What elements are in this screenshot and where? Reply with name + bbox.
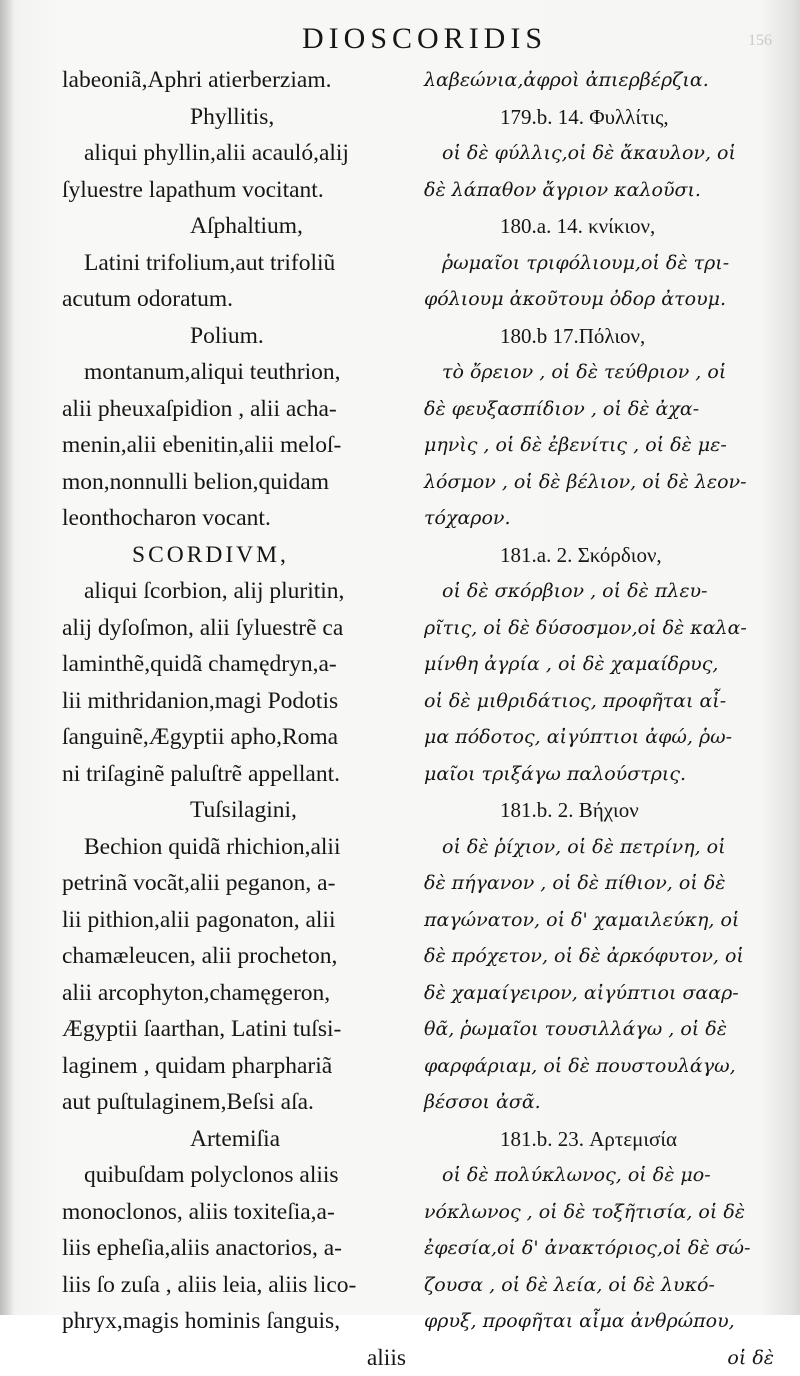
greek-text-line: μίνθη ἀγρία , οἱ δὲ χαμαίδρυς,: [424, 646, 780, 683]
latin-text-line: aut puſtulaginem,Beſsi aſa.: [62, 1084, 412, 1121]
latin-text-line: liis ſo zuſa , aliis leia, aliis lico-: [62, 1267, 412, 1304]
greek-column: [424, 62, 780, 1376]
greek-text-line: ῥωμαῖοι τριφόλιουμ,οἱ δὲ τρι-: [424, 245, 780, 282]
greek-text-line: δὲ λάπαθον ἄγριον καλοῦσι.: [424, 172, 780, 209]
greek-text-line: ρῖτις, οἱ δὲ δύσοσμον,οἱ δὲ καλα-: [424, 610, 780, 647]
greek-text-line: λόσμον , οἱ δὲ βέλιον, οἱ δὲ λεον-: [424, 464, 780, 501]
greek-text-line: 181.a. 2. Σκόρδιον,: [424, 537, 780, 574]
greek-text-line: ζουσα , οἱ δὲ λεία, οἱ δὲ λυκό-: [424, 1267, 780, 1304]
latin-text-line: liis epheſia,aliis anactorios, a-: [62, 1230, 412, 1267]
latin-text-line: alii pheuxaſpidion , alii acha-: [62, 391, 412, 428]
greek-text-line: τόχαρον.: [424, 500, 780, 537]
latin-text-line: aliqui phyllin,alii acauló,alij: [62, 135, 412, 172]
latin-text-line: alij dyſoſmon, alii ſyluestrẽ ca: [62, 610, 412, 647]
latin-text-line: ſanguinẽ,Ægyptii apho,Roma: [62, 719, 412, 756]
latin-text-line: alii arcophyton,chamęgeron,: [62, 975, 412, 1012]
latin-text-line: monoclonos, aliis toxiteſia,a-: [62, 1194, 412, 1231]
greek-text-line: οἱ δὲ: [424, 1340, 780, 1376]
greek-text-line: λαβεώνια,ἀφροὶ ἀπιερβέρζια.: [424, 62, 780, 99]
greek-text-line: μαῖοι τριξάγω παλούστρις.: [424, 756, 780, 793]
greek-text-line: οἱ δὲ φύλλις,οἱ δὲ ἄκαυλον, οἱ: [424, 135, 780, 172]
latin-text-line: leonthocharon vocant.: [62, 500, 412, 537]
folio-number: 156: [748, 32, 772, 50]
greek-text-line: 180.b 17.Πόλιον,: [424, 318, 780, 355]
latin-text-line: Aſphaltium,: [62, 208, 412, 245]
latin-text-line: petrinã vocãt,alii peganon, a-: [62, 865, 412, 902]
latin-text-line: Artemiſia: [62, 1121, 412, 1158]
greek-text-line: τὸ ὄρειον , οἱ δὲ τεύθριον , οἱ: [424, 354, 780, 391]
latin-text-line: quibuſdam polyclonos aliis: [62, 1157, 412, 1194]
greek-text-line: οἱ δὲ σκόρβιον , οἱ δὲ πλευ-: [424, 573, 780, 610]
latin-text-line: aliqui ſcorbion, alij pluritin,: [62, 573, 412, 610]
running-head-title: DIOSCORIDIS: [302, 22, 547, 56]
latin-text-line: ſyluestre lapathum vocitant.: [62, 172, 412, 209]
greek-text-line: 181.b. 23. Αρτεμισία: [424, 1121, 780, 1158]
latin-text-line: mon,nonnulli belion,quidam: [62, 464, 412, 501]
latin-text-line: montanum,aliqui teuthrion,: [62, 354, 412, 391]
greek-text-line: 181.b. 2. Βήχιον: [424, 792, 780, 829]
latin-text-line: laginem , quidam pharphariã: [62, 1048, 412, 1085]
latin-text-line: labeoniã,Aphri atierberziam.: [62, 62, 412, 99]
greek-text-line: δὲ πρόχετον, οἱ δὲ ἀρκόφυτον, οἱ: [424, 938, 780, 975]
greek-text-line: νόκλωνος , οἱ δὲ τοξῆτισία, οἱ δὲ: [424, 1194, 780, 1231]
latin-text-line: Latini trifolium,aut trifoliũ: [62, 245, 412, 282]
greek-text-line: δὲ χαμαίγειρον, αἰγύπτιοι σααρ-: [424, 975, 780, 1012]
greek-text-line: δὲ φευξασπίδιον , οἱ δὲ ἀχα-: [424, 391, 780, 428]
greek-text-line: οἱ δὲ μιθριδάτιος, προφῆται αἷ-: [424, 683, 780, 720]
greek-text-line: μα πόδοτος, αἰγύπτιοι ἀφώ, ῥω-: [424, 719, 780, 756]
latin-text-line: Phyllitis,: [62, 99, 412, 136]
latin-text-line: lii pithion,alii pagonaton, alii: [62, 902, 412, 939]
greek-text-line: 179.b. 14. Φυλλίτις,: [424, 99, 780, 136]
greek-text-line: φρυξ, προφῆται αἷμα ἀνθρώπου,: [424, 1303, 780, 1340]
latin-column: [62, 62, 412, 1376]
latin-text-line: menin,alii ebenitin,alii meloſ-: [62, 427, 412, 464]
greek-text-line: μηνὶς , οἱ δὲ ἐβενίτις , οἱ δὲ με-: [424, 427, 780, 464]
latin-text-line: acutum odoratum.: [62, 281, 412, 318]
greek-text-line: δὲ πήγανον , οἱ δὲ πίθιον, οἱ δὲ: [424, 865, 780, 902]
latin-text-line: Tuſsilagini,: [62, 792, 412, 829]
latin-text-line: Polium.: [62, 318, 412, 355]
latin-text-line: SCORDIVM,: [62, 537, 412, 574]
greek-text-line: ἐφεσία,οἱ δ' ἀνακτόριος,οἱ δὲ σώ-: [424, 1230, 780, 1267]
greek-text-line: βέσσοι ἀσᾶ.: [424, 1084, 780, 1121]
latin-text-line: lii mithridanion,magi Podotis: [62, 683, 412, 720]
latin-text-line: chamæleucen, alii procheton,: [62, 938, 412, 975]
latin-text-line: ni triſaginẽ paluſtrẽ appellant.: [62, 756, 412, 793]
greek-text-line: φαρφάριαμ, οἱ δὲ πουστουλάγω,: [424, 1048, 780, 1085]
latin-text-line: laminthẽ,quidã chamędryn,a-: [62, 646, 412, 683]
latin-text-line: Bechion quidã rhichion,alii: [62, 829, 412, 866]
latin-text-line: phryx,magis hominis ſanguis,: [62, 1303, 412, 1340]
greek-text-line: 180.a. 14. κνίκιον,: [424, 208, 780, 245]
greek-text-line: φόλιουμ ἀκοῦτουμ ὀδορ ἀτουμ.: [424, 281, 780, 318]
page-gutter-shadow: [0, 0, 14, 1315]
greek-text-line: θᾶ, ῥωμαῖοι τουσιλλάγω , οἱ δὲ: [424, 1011, 780, 1048]
greek-text-line: οἱ δὲ πολύκλωνος, οἱ δὲ μο-: [424, 1157, 780, 1194]
greek-text-line: οἱ δὲ ῥίχιον, οἱ δὲ πετρίνη, οἱ: [424, 829, 780, 866]
latin-text-line: aliis: [62, 1340, 412, 1376]
latin-text-line: Ægyptii ſaarthan, Latini tuſsi-: [62, 1011, 412, 1048]
greek-text-line: παγώνατον, οἱ δ' χαμαιλεύκη, οἱ: [424, 902, 780, 939]
